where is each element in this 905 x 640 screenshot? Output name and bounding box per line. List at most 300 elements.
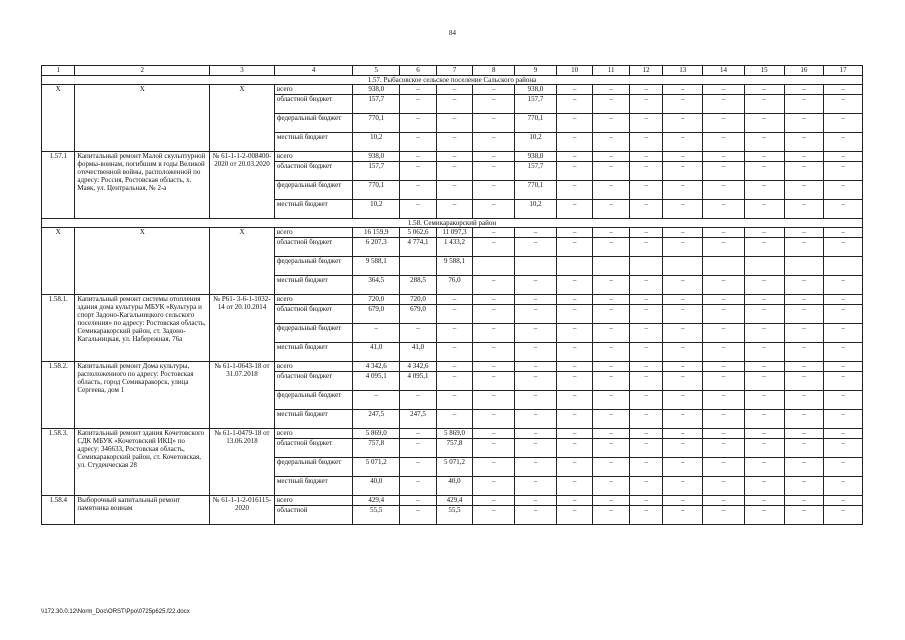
amount-cell: – — [473, 496, 515, 506]
amount-cell: – — [515, 324, 557, 343]
amount-cell: – — [784, 162, 824, 181]
column-number: 8 — [473, 66, 515, 76]
amount-cell: – — [703, 152, 745, 162]
amount-cell: – — [556, 95, 593, 114]
column-number: 10 — [556, 66, 593, 76]
amount-cell: – — [593, 506, 630, 525]
amount-cell: 938,0 — [353, 85, 400, 95]
amount-cell: 757,8 — [436, 439, 473, 458]
amount-cell: – — [663, 238, 703, 257]
amount-cell: 4 342,6 — [400, 362, 437, 372]
amount-cell: – — [703, 238, 745, 257]
budget-type: федеральный бюджет — [274, 458, 352, 477]
item-document: № 61-1-0479-18 от 13.06.2018 — [210, 429, 275, 496]
amount-cell: – — [824, 114, 863, 133]
budget-type: федеральный бюджет — [274, 114, 352, 133]
amount-cell: – — [436, 343, 473, 362]
budget-type: федеральный бюджет — [274, 257, 352, 276]
amount-cell: – — [629, 429, 662, 439]
section-header-row — [42, 219, 863, 228]
amount-cell: – — [663, 305, 703, 324]
amount-cell: – — [744, 181, 784, 200]
amount-cell: – — [703, 200, 745, 219]
item-name: Х — [75, 85, 210, 152]
amount-cell: – — [629, 458, 662, 477]
budget-type: областной бюджет — [274, 162, 352, 181]
item-code: 1.58.4 — [42, 496, 75, 525]
amount-cell: – — [436, 391, 473, 410]
amount-cell: – — [824, 343, 863, 362]
amount-cell: – — [473, 200, 515, 219]
budget-type: местный бюджет — [274, 133, 352, 152]
amount-cell: – — [436, 133, 473, 152]
amount-cell: – — [515, 276, 557, 295]
item-document: № 61-1-1-2-016115-2020 — [210, 496, 275, 525]
amount-cell — [744, 257, 784, 276]
amount-cell: – — [663, 477, 703, 496]
amount-cell: – — [824, 295, 863, 305]
amount-cell: – — [703, 324, 745, 343]
column-number-row — [42, 66, 863, 76]
amount-cell: – — [593, 324, 630, 343]
column-number: 16 — [784, 66, 824, 76]
amount-cell: – — [663, 324, 703, 343]
amount-cell: – — [556, 391, 593, 410]
amount-cell: – — [515, 391, 557, 410]
budget-type: федеральный бюджет — [274, 391, 352, 410]
amount-cell: – — [703, 439, 745, 458]
amount-cell: – — [593, 458, 630, 477]
amount-cell — [629, 257, 662, 276]
amount-cell: – — [703, 458, 745, 477]
amount-cell — [824, 257, 863, 276]
amount-cell: – — [744, 506, 784, 525]
amount-cell: 757,8 — [353, 439, 400, 458]
amount-cell: 9 588,1 — [353, 257, 400, 276]
amount-cell: 11 097,3 — [436, 228, 473, 238]
amount-cell: – — [784, 410, 824, 429]
amount-cell: – — [400, 133, 437, 152]
amount-cell: – — [400, 506, 437, 525]
amount-cell: – — [703, 181, 745, 200]
amount-cell — [663, 257, 703, 276]
amount-cell: 720,0 — [400, 295, 437, 305]
amount-cell: – — [515, 228, 557, 238]
amount-cell: – — [824, 506, 863, 525]
amount-cell: – — [473, 295, 515, 305]
amount-cell: – — [784, 295, 824, 305]
amount-cell: – — [744, 439, 784, 458]
amount-cell: – — [593, 305, 630, 324]
amount-cell: – — [629, 238, 662, 257]
amount-cell: 10,2 — [515, 133, 557, 152]
amount-cell: – — [629, 410, 662, 429]
amount-cell: – — [473, 305, 515, 324]
amount-cell: – — [556, 200, 593, 219]
item-name: Капитальный ремонт Малой скульптурной формы-воинам, погибшим в годы Великой отечественной войны, расположенной по адресу: Россия, Ростовская область, х. Маяк, ул. Центральная, № 2-а — [75, 152, 210, 219]
amount-cell: – — [824, 95, 863, 114]
item-name: Выборочный капитальный ремонт памятника воинам — [75, 496, 210, 525]
column-number: 3 — [210, 66, 275, 76]
amount-cell: 157,7 — [353, 162, 400, 181]
amount-cell: – — [473, 114, 515, 133]
amount-cell: 679,0 — [400, 305, 437, 324]
budget-type: федеральный бюджет — [274, 324, 352, 343]
amount-cell: – — [784, 114, 824, 133]
amount-cell: – — [629, 439, 662, 458]
amount-cell: – — [784, 324, 824, 343]
amount-cell: – — [629, 295, 662, 305]
amount-cell: – — [784, 200, 824, 219]
amount-cell: 40,0 — [353, 477, 400, 496]
amount-cell: – — [629, 133, 662, 152]
amount-cell: – — [473, 324, 515, 343]
amount-cell: – — [400, 458, 437, 477]
amount-cell: 40,0 — [436, 477, 473, 496]
amount-cell: 4 095,1 — [400, 372, 437, 391]
amount-cell: – — [663, 391, 703, 410]
amount-cell: – — [663, 458, 703, 477]
amount-cell: – — [703, 305, 745, 324]
table-row — [42, 295, 863, 305]
amount-cell: 429,4 — [353, 496, 400, 506]
amount-cell: – — [744, 477, 784, 496]
amount-cell: 770,1 — [515, 181, 557, 200]
amount-cell: 364,5 — [353, 276, 400, 295]
column-number: 14 — [703, 66, 745, 76]
amount-cell: – — [436, 85, 473, 95]
amount-cell: – — [629, 114, 662, 133]
amount-cell: – — [784, 133, 824, 152]
amount-cell: – — [824, 362, 863, 372]
amount-cell: – — [784, 181, 824, 200]
amount-cell: – — [593, 343, 630, 362]
amount-cell: – — [473, 276, 515, 295]
item-code: 1.58.3. — [42, 429, 75, 496]
amount-cell: – — [556, 439, 593, 458]
table-row — [42, 228, 863, 238]
amount-cell: – — [593, 95, 630, 114]
amount-cell: 770,1 — [353, 181, 400, 200]
amount-cell: – — [473, 238, 515, 257]
amount-cell: – — [703, 343, 745, 362]
amount-cell: – — [515, 372, 557, 391]
budget-type: всего — [274, 429, 352, 439]
amount-cell: 247,5 — [400, 410, 437, 429]
amount-cell: – — [629, 85, 662, 95]
amount-cell: – — [703, 362, 745, 372]
amount-cell: – — [744, 324, 784, 343]
amount-cell: – — [473, 372, 515, 391]
item-document: № 61-1-0643-18 от 31.07.2018 — [210, 362, 275, 429]
amount-cell: – — [629, 362, 662, 372]
amount-cell: 429,4 — [436, 496, 473, 506]
column-number: 5 — [353, 66, 400, 76]
amount-cell: 16 159,9 — [353, 228, 400, 238]
amount-cell: – — [436, 305, 473, 324]
table-row — [42, 85, 863, 95]
amount-cell: – — [663, 162, 703, 181]
amount-cell: – — [400, 477, 437, 496]
column-number: 17 — [824, 66, 863, 76]
amount-cell: – — [400, 85, 437, 95]
amount-cell: – — [744, 276, 784, 295]
amount-cell: – — [629, 181, 662, 200]
budget-type: всего — [274, 152, 352, 162]
amount-cell: – — [703, 85, 745, 95]
amount-cell: – — [824, 410, 863, 429]
column-number: 11 — [593, 66, 630, 76]
amount-cell: 938,0 — [353, 152, 400, 162]
amount-cell: – — [473, 477, 515, 496]
amount-cell: 5 071,2 — [436, 458, 473, 477]
amount-cell: – — [556, 114, 593, 133]
amount-cell: 4 095,1 — [353, 372, 400, 391]
amount-cell: – — [593, 496, 630, 506]
amount-cell: – — [593, 391, 630, 410]
budget-type: областной — [274, 506, 352, 525]
amount-cell: – — [784, 85, 824, 95]
amount-cell: – — [703, 410, 745, 429]
amount-cell: – — [515, 362, 557, 372]
amount-cell: – — [663, 200, 703, 219]
amount-cell: – — [784, 506, 824, 525]
amount-cell: – — [824, 305, 863, 324]
amount-cell: – — [703, 228, 745, 238]
amount-cell: – — [784, 372, 824, 391]
budget-type: местный бюджет — [274, 200, 352, 219]
amount-cell: – — [744, 152, 784, 162]
amount-cell: – — [556, 506, 593, 525]
amount-cell: – — [400, 95, 437, 114]
amount-cell: – — [744, 238, 784, 257]
budget-type: областной бюджет — [274, 238, 352, 257]
amount-cell: – — [744, 410, 784, 429]
amount-cell: – — [824, 133, 863, 152]
amount-cell: – — [436, 372, 473, 391]
amount-cell: 288,5 — [400, 276, 437, 295]
amount-cell: – — [400, 152, 437, 162]
item-document: Х — [210, 228, 275, 295]
amount-cell: – — [593, 439, 630, 458]
item-code: Х — [42, 85, 75, 152]
budget-type: всего — [274, 85, 352, 95]
amount-cell: – — [744, 391, 784, 410]
amount-cell: 5 869,0 — [436, 429, 473, 439]
amount-cell: 10,2 — [353, 200, 400, 219]
amount-cell: – — [824, 228, 863, 238]
budget-type: областной бюджет — [274, 372, 352, 391]
item-document: № 61-1-1-2-008400-2020 от 20.03.2020 — [210, 152, 275, 219]
amount-cell: – — [436, 162, 473, 181]
amount-cell: – — [556, 228, 593, 238]
amount-cell: 679,0 — [353, 305, 400, 324]
item-name: Капитальный ремонт здания Кочетовского СДК МБУК «Кочетовский ИКЦ» по адресу: 346633, Ростовская область, Семикаракорский район, ст. Кочетовская, ул. Студенческая 28 — [75, 429, 210, 496]
amount-cell: – — [556, 238, 593, 257]
column-number: 7 — [436, 66, 473, 76]
amount-cell: – — [593, 410, 630, 429]
amount-cell: – — [744, 305, 784, 324]
amount-cell: – — [400, 162, 437, 181]
amount-cell: – — [744, 228, 784, 238]
amount-cell: – — [400, 391, 437, 410]
amount-cell: – — [784, 496, 824, 506]
amount-cell: – — [353, 391, 400, 410]
amount-cell: – — [629, 305, 662, 324]
amount-cell: – — [824, 429, 863, 439]
amount-cell: 938,0 — [515, 152, 557, 162]
amount-cell: – — [663, 439, 703, 458]
amount-cell: – — [824, 477, 863, 496]
section-title: 1.58. Семикаракорский район — [42, 219, 863, 228]
budget-type: местный бюджет — [274, 477, 352, 496]
amount-cell: – — [593, 114, 630, 133]
budget-table — [41, 65, 863, 525]
amount-cell: – — [824, 181, 863, 200]
amount-cell: – — [436, 362, 473, 372]
amount-cell: 157,7 — [353, 95, 400, 114]
amount-cell: – — [703, 391, 745, 410]
page-number: 84 — [449, 29, 456, 37]
amount-cell — [400, 257, 437, 276]
amount-cell: – — [663, 496, 703, 506]
amount-cell — [473, 257, 515, 276]
amount-cell: – — [744, 95, 784, 114]
amount-cell: – — [784, 343, 824, 362]
amount-cell: – — [473, 439, 515, 458]
budget-type: областной бюджет — [274, 95, 352, 114]
amount-cell: – — [473, 391, 515, 410]
amount-cell: – — [703, 114, 745, 133]
amount-cell: – — [663, 114, 703, 133]
file-path-footer: \\172.30.0.12\Norm_Doc\ORST\Ppo\0725p625.f22.docx — [41, 609, 190, 615]
amount-cell: 770,1 — [353, 114, 400, 133]
item-document: № Р61- 3-6-1-1032-14 от 20.10.2014 — [210, 295, 275, 362]
amount-cell: – — [824, 391, 863, 410]
amount-cell: – — [593, 162, 630, 181]
amount-cell: – — [784, 439, 824, 458]
amount-cell: – — [473, 162, 515, 181]
amount-cell: – — [663, 362, 703, 372]
amount-cell: – — [515, 506, 557, 525]
amount-cell: – — [663, 152, 703, 162]
column-number: 6 — [400, 66, 437, 76]
amount-cell: – — [556, 295, 593, 305]
amount-cell — [703, 257, 745, 276]
amount-cell: – — [593, 133, 630, 152]
amount-cell: – — [703, 506, 745, 525]
amount-cell: 41,0 — [353, 343, 400, 362]
amount-cell: – — [663, 228, 703, 238]
amount-cell: 1 433,2 — [436, 238, 473, 257]
amount-cell: – — [556, 162, 593, 181]
amount-cell: – — [556, 362, 593, 372]
amount-cell: – — [629, 162, 662, 181]
amount-cell: – — [473, 343, 515, 362]
amount-cell: 247,5 — [353, 410, 400, 429]
amount-cell: 4 342,6 — [353, 362, 400, 372]
amount-cell: – — [593, 152, 630, 162]
amount-cell: – — [744, 372, 784, 391]
amount-cell: – — [556, 429, 593, 439]
amount-cell: – — [556, 458, 593, 477]
column-number: 9 — [515, 66, 557, 76]
amount-cell: – — [515, 458, 557, 477]
amount-cell: – — [400, 200, 437, 219]
amount-cell: – — [556, 410, 593, 429]
amount-cell: – — [400, 429, 437, 439]
amount-cell: – — [744, 343, 784, 362]
amount-cell: – — [556, 496, 593, 506]
amount-cell: – — [703, 95, 745, 114]
amount-cell: 9 588,1 — [436, 257, 473, 276]
amount-cell: – — [744, 429, 784, 439]
amount-cell: – — [824, 458, 863, 477]
amount-cell: – — [400, 324, 437, 343]
amount-cell: – — [436, 410, 473, 429]
amount-cell: – — [400, 439, 437, 458]
amount-cell: – — [784, 458, 824, 477]
amount-cell: – — [784, 152, 824, 162]
amount-cell: – — [784, 391, 824, 410]
budget-type: всего — [274, 496, 352, 506]
amount-cell: – — [629, 228, 662, 238]
amount-cell: – — [824, 276, 863, 295]
amount-cell: – — [515, 439, 557, 458]
amount-cell: – — [744, 458, 784, 477]
amount-cell: 55,5 — [353, 506, 400, 525]
column-number: 15 — [744, 66, 784, 76]
amount-cell: 10,2 — [353, 133, 400, 152]
amount-cell: – — [473, 506, 515, 525]
budget-type: всего — [274, 362, 352, 372]
section-title: 1.57. Рыбасовское сельское поселение Сальского района — [42, 76, 863, 85]
amount-cell: – — [593, 295, 630, 305]
amount-cell: – — [629, 372, 662, 391]
amount-cell: – — [703, 276, 745, 295]
amount-cell: – — [703, 429, 745, 439]
amount-cell: – — [515, 305, 557, 324]
column-number: 1 — [42, 66, 75, 76]
amount-cell: – — [629, 152, 662, 162]
amount-cell: 41,0 — [400, 343, 437, 362]
amount-cell: – — [629, 343, 662, 362]
amount-cell: 157,7 — [515, 95, 557, 114]
amount-cell: – — [436, 152, 473, 162]
amount-cell — [593, 257, 630, 276]
amount-cell: – — [515, 343, 557, 362]
amount-cell: – — [473, 410, 515, 429]
amount-cell: – — [629, 391, 662, 410]
amount-cell: – — [515, 238, 557, 257]
amount-cell: – — [400, 496, 437, 506]
column-number: 13 — [663, 66, 703, 76]
amount-cell: – — [593, 181, 630, 200]
amount-cell: – — [663, 85, 703, 95]
amount-cell: – — [663, 410, 703, 429]
amount-cell: – — [593, 429, 630, 439]
amount-cell: – — [629, 477, 662, 496]
amount-cell: – — [515, 295, 557, 305]
budget-type: областной бюджет — [274, 439, 352, 458]
amount-cell: – — [824, 324, 863, 343]
amount-cell: – — [703, 162, 745, 181]
amount-cell: – — [744, 85, 784, 95]
amount-cell: – — [556, 181, 593, 200]
amount-cell: – — [593, 238, 630, 257]
amount-cell: – — [784, 477, 824, 496]
amount-cell: 157,7 — [515, 162, 557, 181]
